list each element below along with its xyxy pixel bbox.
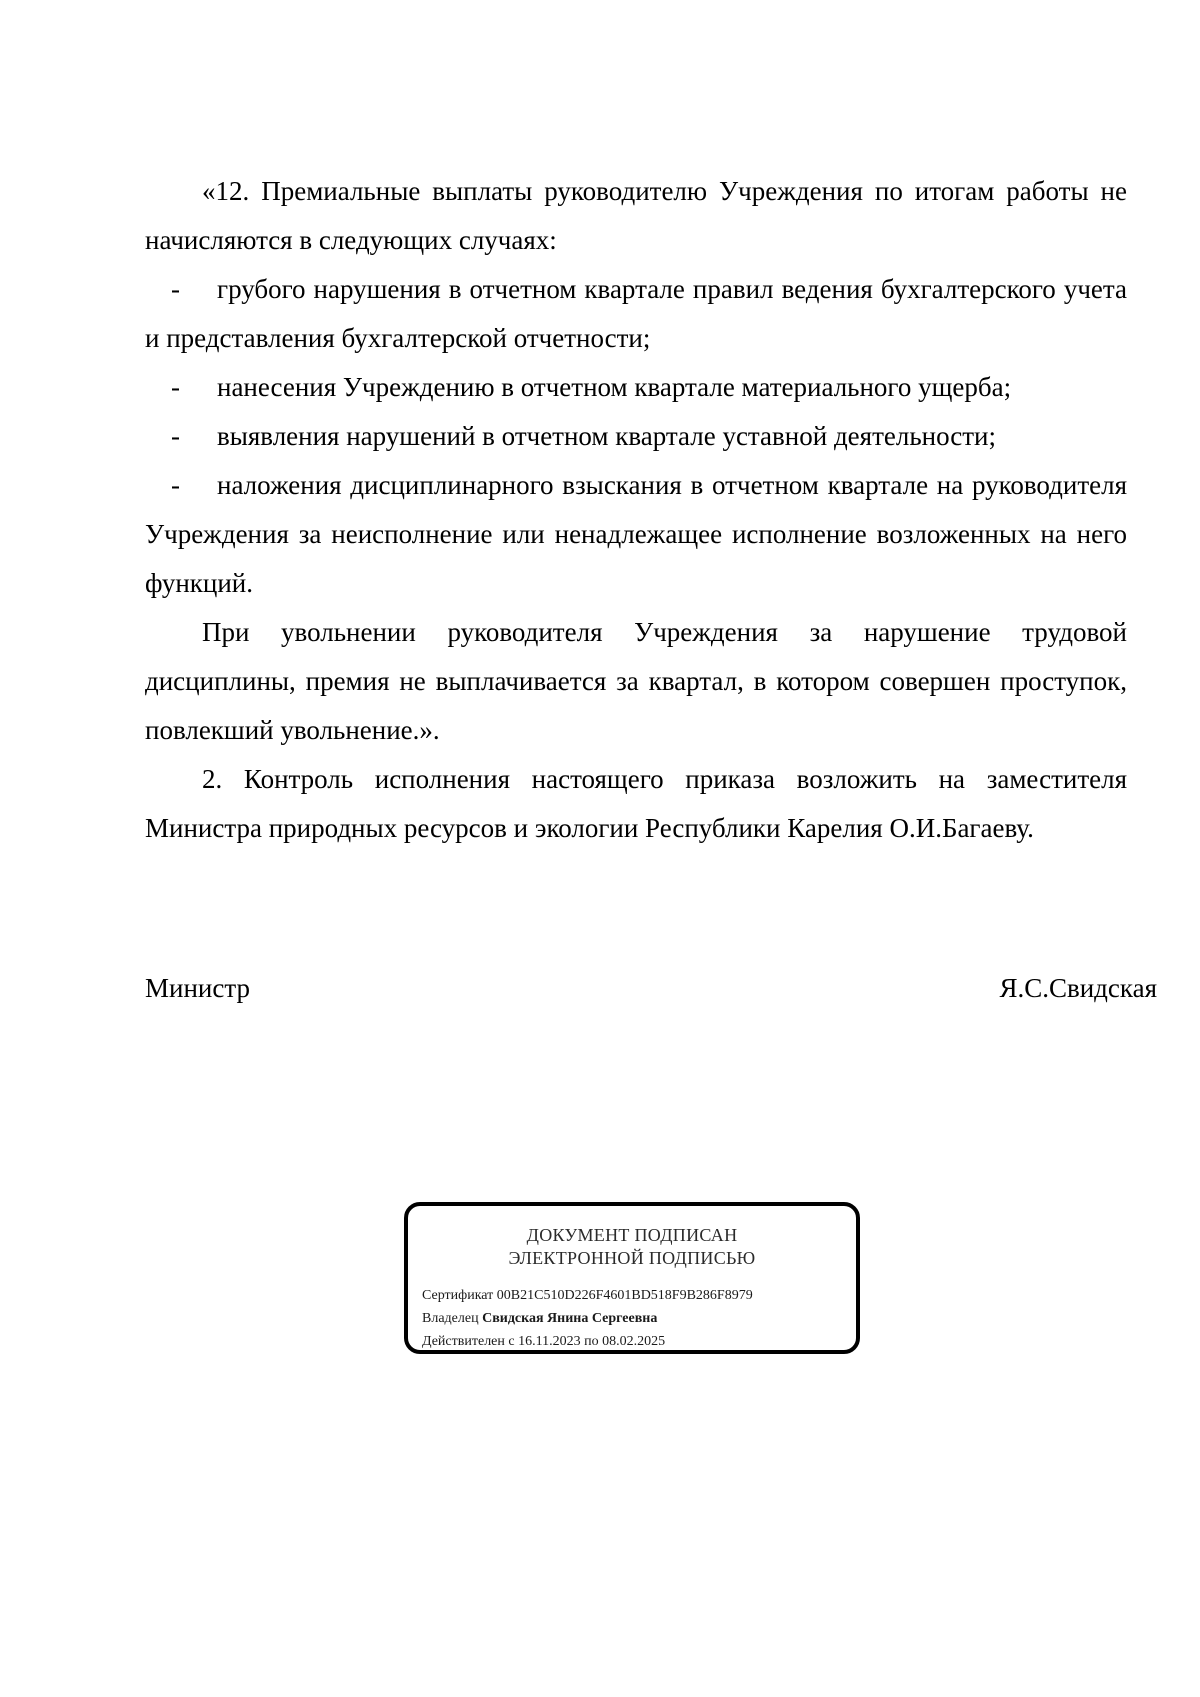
owner-label: Владелец (422, 1311, 479, 1326)
bullet-dash: - (171, 421, 180, 451)
signature-block (145, 968, 1157, 1008)
list-item-text: наложения дисциплинарного взыскания в отчетном квартале на руководителя Учреждения за неисполнение или ненадлежащее исполнение возложенных на него функций. (145, 470, 1127, 598)
bullet-dash: - (171, 274, 180, 304)
certificate-label: Сертификат (422, 1288, 494, 1303)
bullet-dash: - (171, 372, 180, 402)
certificate-value: 00B21C510D226F4601BD518F9B286F8979 (496, 1288, 753, 1303)
signatory-position: Министр (145, 973, 250, 1003)
document-body (145, 167, 1127, 853)
stamp-details (422, 1284, 753, 1353)
bullet-dash: - (171, 470, 180, 500)
list-item-text: выявления нарушений в отчетном квартале уставной деятельности; (217, 421, 997, 451)
stamp-validity-line (422, 1330, 753, 1353)
stamp-owner-line (422, 1307, 753, 1330)
list-item (145, 363, 1127, 412)
paragraph-dismissal: При увольнении руководителя Учреждения за нарушение трудовой дисциплины, премия не выплачивается за квартал, в котором совершен проступок, повлекший увольнение.». (145, 617, 1127, 745)
paragraph-control: 2. Контроль исполнения настоящего приказа возложить на заместителя Министра природных ресурсов и экологии Республики Карелия О.И.Багаеву. (145, 764, 1127, 843)
list-item-text: нанесения Учреждению в отчетном квартале материального ущерба; (217, 372, 1012, 402)
valid-from-prefix: с (508, 1334, 515, 1349)
owner-value: Свидская Янина Сергеевна (482, 1311, 658, 1326)
electronic-signature-stamp (404, 1202, 860, 1354)
valid-to-prefix: по (584, 1334, 599, 1349)
stamp-title-line: ЭЛЕКТРОННОЙ ПОДПИСЬЮ (508, 1248, 756, 1268)
stamp-title-line: ДОКУМЕНТ ПОДПИСАН (526, 1225, 738, 1245)
valid-label: Действителен (422, 1334, 505, 1349)
list-item (145, 461, 1127, 608)
list-item (145, 265, 1127, 363)
stamp-title (408, 1224, 856, 1270)
list-item-text: грубого нарушения в отчетном квартале правил ведения бухгалтерского учета и представления бухгалтерской отчетности; (145, 274, 1127, 353)
valid-from-date: 16.11.2023 (518, 1334, 581, 1349)
valid-to-date: 08.02.2025 (602, 1334, 666, 1349)
signatory-name: Я.С.Свидская (999, 973, 1157, 1003)
stamp-certificate-line (422, 1284, 753, 1307)
list-item (145, 412, 1127, 461)
paragraph-12-intro: «12. Премиальные выплаты руководителю Учреждения по итогам работы не начисляются в следующих случаях: (145, 176, 1127, 255)
